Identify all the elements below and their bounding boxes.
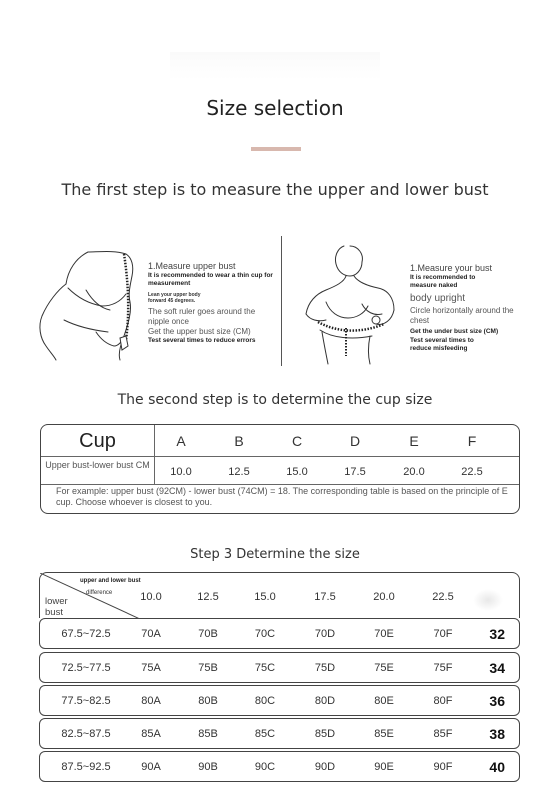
- row-band-size: 40: [489, 759, 505, 775]
- upper-bust-illustration: [36, 240, 146, 362]
- size-cell: 70C: [254, 628, 276, 640]
- cup-difference: 15.0: [286, 466, 308, 478]
- upper-bust-step2: Get the upper bust size (CM): [148, 327, 251, 336]
- cup-size-table: [40, 424, 520, 514]
- cup-difference: 10.0: [170, 466, 192, 478]
- header-lower-bust-label: lower bust: [45, 596, 68, 618]
- top-banner-fade: [170, 52, 380, 80]
- step3-title: Step 3 Determine the size: [190, 547, 360, 562]
- size-cell: 80A: [141, 695, 161, 707]
- upper-bust-step3: Test several times to reduce errors: [148, 337, 256, 344]
- step1-divider: [281, 236, 282, 366]
- under-bust-step1: Circle horizontally around the chest: [410, 306, 514, 325]
- row-band-size: 32: [489, 626, 505, 642]
- under-bust-instructions: [410, 262, 520, 353]
- row-lower-bust-range: 82.5~87.5: [61, 728, 111, 740]
- size-cell: 70D: [314, 628, 336, 640]
- upper-bust-posture: Lean your upper body forward 45 degrees.: [148, 292, 201, 304]
- size-cell: 70A: [141, 628, 161, 640]
- cup-difference: 12.5: [228, 466, 250, 478]
- size-cell: 75E: [374, 662, 394, 674]
- upper-bust-step1: The soft ruler goes around the nipple once: [148, 307, 256, 326]
- upper-bust-tip: It is recommended to wear a thin cup for measurement: [148, 272, 273, 287]
- header-column-value: 15.0: [254, 591, 276, 603]
- upper-bust-instructions: [148, 260, 278, 345]
- size-cell: 80F: [433, 695, 453, 707]
- cup-difference-row: [41, 457, 520, 485]
- size-chart-header: [39, 572, 520, 618]
- title-underline: [251, 147, 301, 151]
- cup-difference: 22.5: [461, 466, 483, 478]
- size-cell: 80B: [198, 695, 218, 707]
- size-cell: 90D: [314, 761, 336, 773]
- step1-title: The first step is to measure the upper and lower bust: [61, 180, 489, 199]
- header-difference-label: difference: [86, 590, 113, 596]
- cup-letter: D: [349, 433, 361, 449]
- table-row: [39, 751, 520, 782]
- cup-letter: E: [409, 433, 419, 449]
- row-lower-bust-range: 72.5~77.5: [61, 662, 111, 674]
- size-cell: 90C: [254, 761, 276, 773]
- row-lower-bust-range: 77.5~82.5: [61, 695, 111, 707]
- cup-letter: B: [234, 433, 244, 449]
- under-bust-posture: body upright: [410, 293, 466, 304]
- size-cell: 90B: [198, 761, 218, 773]
- size-cell: 75C: [254, 662, 276, 674]
- under-bust-heading: 1.Measure your bust: [410, 263, 493, 273]
- under-bust-step3: Test several times to reduce misfeeding: [410, 337, 474, 352]
- row-band-size: 34: [489, 660, 505, 676]
- table-row: [39, 618, 520, 649]
- upper-bust-heading: 1.Measure upper bust: [148, 261, 236, 271]
- size-cell: 80E: [374, 695, 394, 707]
- size-cell: 85A: [141, 728, 161, 740]
- under-bust-illustration: [296, 240, 406, 365]
- size-cell: 70E: [374, 628, 394, 640]
- size-cell: 75B: [198, 662, 218, 674]
- size-cell: 75D: [314, 662, 336, 674]
- header-column-value: 22.5: [432, 591, 454, 603]
- size-chart-table: [39, 572, 520, 782]
- table-row: [39, 685, 520, 716]
- header-column-value: 12.5: [197, 591, 219, 603]
- header-column-value: 17.5: [314, 591, 336, 603]
- row-band-size: 38: [489, 726, 505, 742]
- page-title: Size selection: [206, 96, 344, 120]
- size-cell: 80C: [254, 695, 276, 707]
- cup-letter: F: [467, 433, 477, 449]
- under-bust-step2: Get the under bust size (CM): [410, 328, 499, 335]
- size-cell: 90E: [374, 761, 394, 773]
- cup-difference: 20.0: [403, 466, 425, 478]
- cup-letter-row: [41, 425, 520, 457]
- header-upper-lower-label: upper and lower bust: [80, 578, 141, 584]
- difference-label: Upper bust-lower bust CM: [41, 457, 155, 485]
- header-column-value: 20.0: [373, 591, 395, 603]
- size-cell: 85E: [374, 728, 394, 740]
- size-cell: 75A: [141, 662, 161, 674]
- size-cell: 90A: [141, 761, 161, 773]
- row-lower-bust-range: 87.5~92.5: [61, 761, 111, 773]
- table-row: [39, 652, 520, 683]
- step2-title: The second step is to determine the cup size: [117, 392, 433, 408]
- size-cell: 85D: [314, 728, 336, 740]
- size-cell: 70B: [198, 628, 218, 640]
- cup-letter: C: [291, 433, 303, 449]
- under-bust-tip: It is recommended to measure naked: [410, 274, 476, 289]
- header-band-shade: [473, 589, 503, 611]
- cup-example-note: For example: upper bust (92CM) - lower bust (74CM) = 18. The corresponding table is based on the principle of E cup. Choose whoever is closest to you.: [56, 486, 508, 507]
- table-row: [39, 718, 520, 749]
- cup-label: Cup: [41, 425, 155, 457]
- size-cell: 75F: [433, 662, 453, 674]
- cup-difference: 17.5: [344, 466, 366, 478]
- cup-letter: A: [176, 433, 186, 449]
- row-band-size: 36: [489, 693, 505, 709]
- size-cell: 85B: [198, 728, 218, 740]
- header-column-value: 10.0: [140, 591, 162, 603]
- size-cell: 70F: [433, 628, 453, 640]
- size-cell: 85C: [254, 728, 276, 740]
- row-lower-bust-range: 67.5~72.5: [61, 628, 111, 640]
- size-cell: 90F: [433, 761, 453, 773]
- size-cell: 80D: [314, 695, 336, 707]
- size-cell: 85F: [433, 728, 453, 740]
